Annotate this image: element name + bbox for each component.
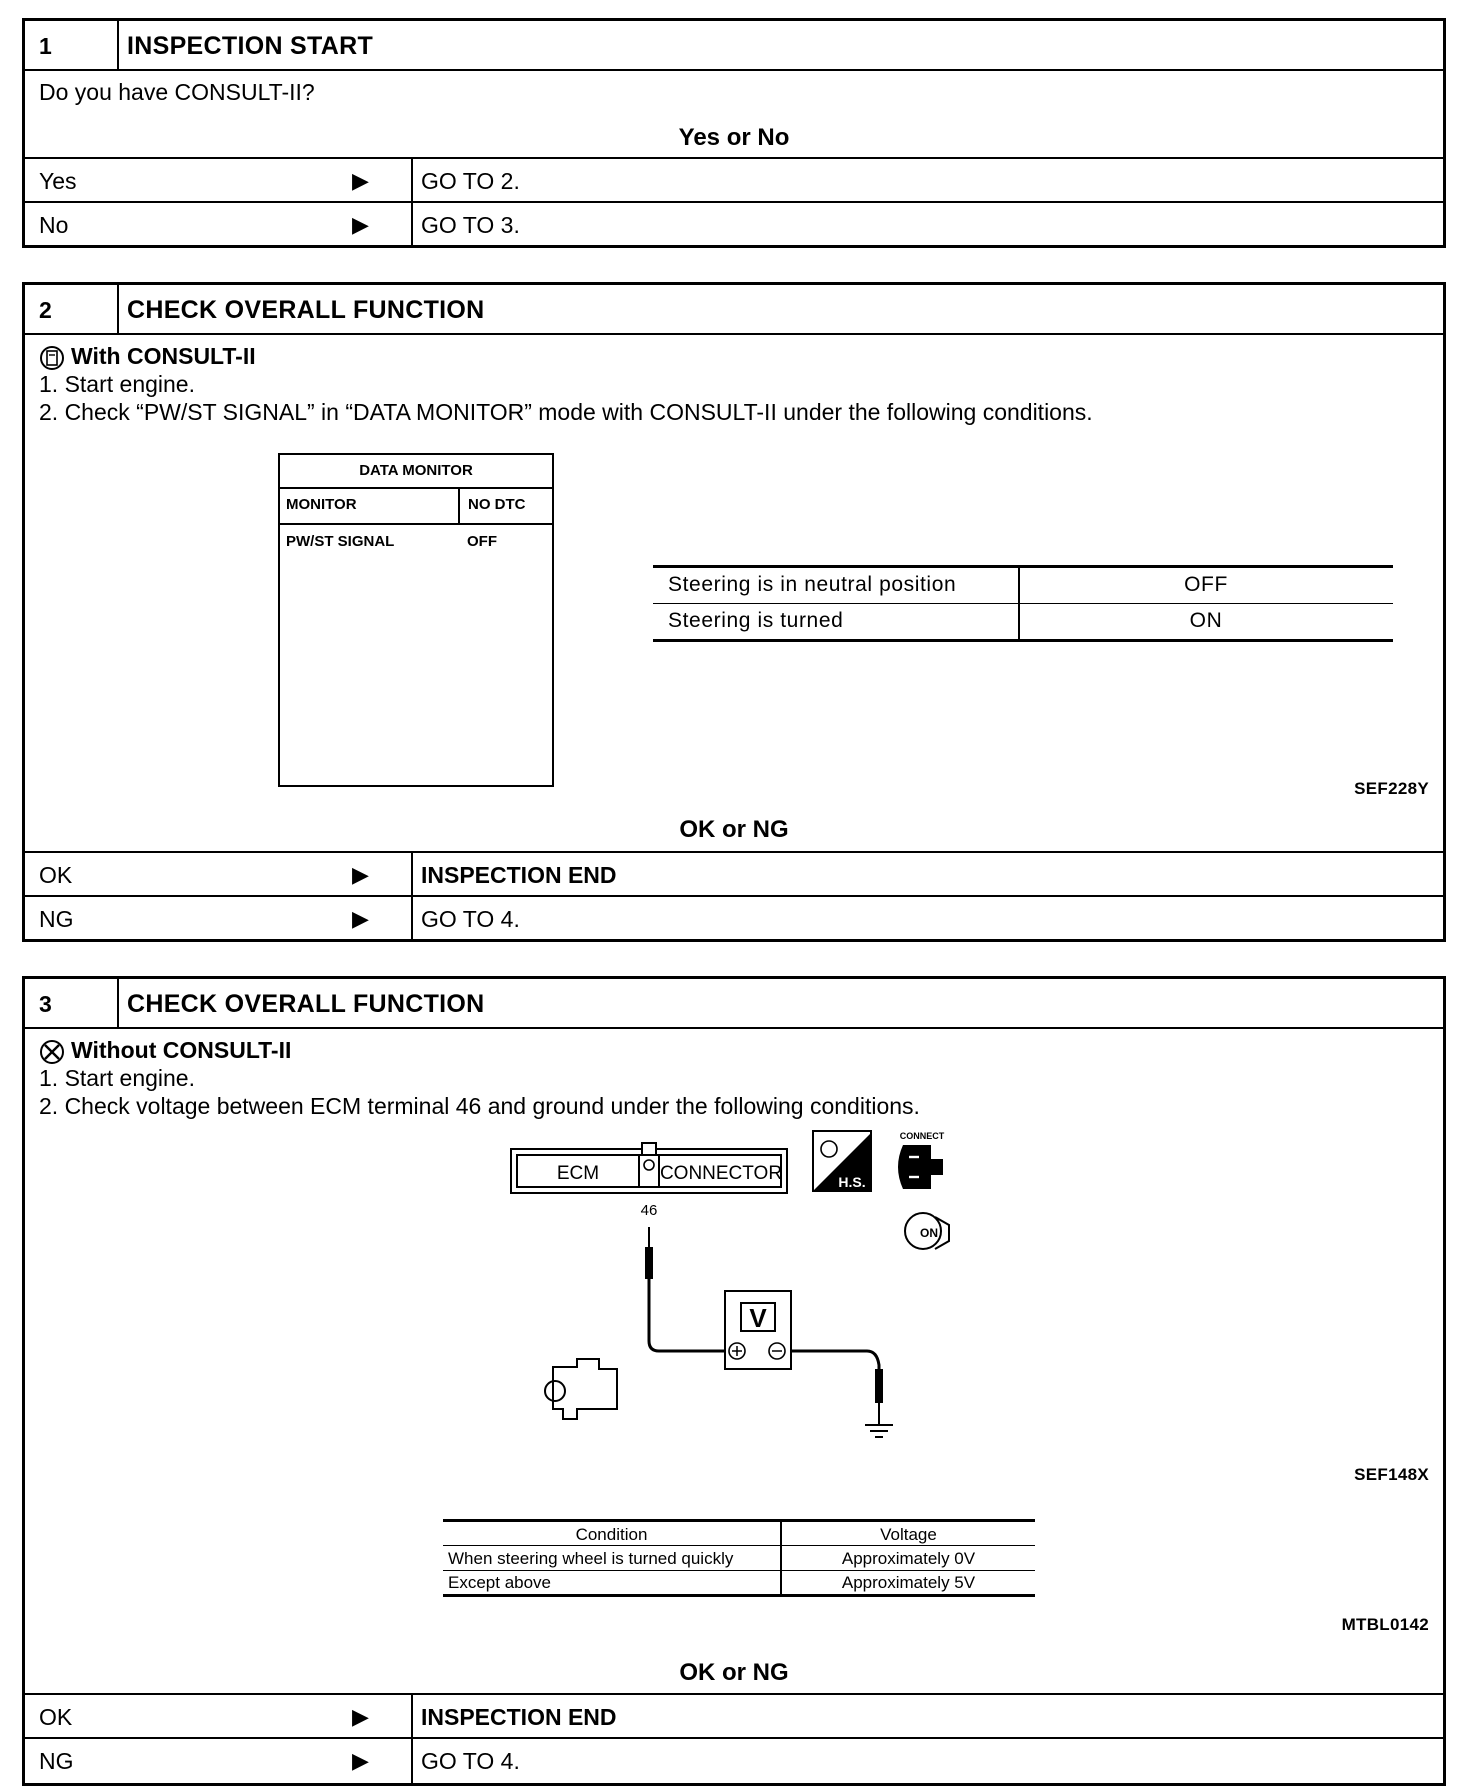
step-title: INSPECTION START [127,32,374,60]
divider [411,159,413,203]
terminal-number: 46 [640,1202,658,1219]
answer-row-ok[interactable] [25,1695,1443,1739]
divider [117,979,119,1027]
answer-row-ng[interactable] [25,1739,1443,1783]
condition-text: Steering is in neutral position [668,573,957,596]
step-3-header [25,979,1443,1029]
data-monitor-title: DATA MONITOR [280,455,552,489]
monitor-item: PW/ST SIGNAL [286,533,395,550]
mode-label: With CONSULT-II [71,343,256,369]
divider [653,565,1393,568]
procedure-step: 2. Check voltage between ECM terminal 46 and ground under the following conditions. [39,1093,920,1119]
mode-label: Without CONSULT-II [71,1037,292,1063]
figure-code: SEF228Y [1354,779,1429,798]
voltage-cell: Approximately 0V [841,1549,976,1568]
answer-row-yes[interactable] [25,159,1443,203]
condition-text: Steering is turned [668,609,844,632]
ecm-label: ECM [556,1163,600,1184]
data-monitor-panel [278,453,554,787]
table-code: MTBL0142 [1341,1615,1429,1634]
divider [458,487,460,523]
ignition-on-icon: ON [920,1226,938,1240]
answer-action: GO TO 3. [421,212,520,238]
answer-action: INSPECTION END [421,862,617,888]
arrow-right-icon: ▶ [352,862,369,887]
answer-action: INSPECTION END [421,1704,617,1730]
arrow-right-icon: ▶ [352,1704,369,1729]
arrow-right-icon: ▶ [352,168,369,193]
choice-label: Yes or No [678,124,790,151]
step-2-header [25,285,1443,335]
consult-ii-icon [39,345,65,371]
condition-value: ON [1189,609,1223,632]
step-title: CHECK OVERALL FUNCTION [127,990,485,1018]
divider [411,897,413,941]
step-number: 2 [39,297,52,323]
answer-action: GO TO 4. [421,906,520,932]
answer-action: GO TO 2. [421,168,520,194]
voltage-check-diagram [25,1129,1445,1449]
divider [443,1545,1035,1546]
arrow-right-icon: ▶ [352,212,369,237]
divider [443,1570,1035,1571]
data-monitor-header-row [280,487,552,525]
divider [653,603,1393,604]
answer-label: Yes [39,168,77,194]
answer-label: NG [39,906,74,932]
step-title: CHECK OVERALL FUNCTION [127,296,485,324]
answer-label: OK [39,1704,73,1730]
divider [653,639,1393,642]
monitor-value: OFF [467,533,497,550]
procedure-step: 2. Check “PW/ST SIGNAL” in “DATA MONITOR” mode with CONSULT-II under the following conditions. [39,399,1093,425]
answer-row-no[interactable] [25,203,1443,247]
answer-label: OK [39,862,73,888]
voltage-cell: Approximately 5V [841,1573,976,1592]
connect-label: CONNECT [899,1131,945,1141]
choice-label: OK or NG [679,1659,789,1686]
step-number: 3 [39,991,52,1017]
divider [443,1519,1035,1522]
answer-row-ng[interactable] [25,897,1443,941]
divider [411,203,413,247]
hs-icon: H.S. [838,1174,866,1190]
no-consult-icon [39,1039,65,1065]
arrow-right-icon: ▶ [352,906,369,931]
condition-cell: Except above [448,1573,552,1592]
condition-value: OFF [1184,573,1228,596]
procedure-step: 1. Start engine. [39,1065,195,1091]
step-3-panel [22,976,1446,1786]
column-header: Voltage [880,1525,937,1544]
answer-label: No [39,212,69,238]
step-1-panel [22,18,1446,248]
step-2-panel [22,282,1446,942]
divider [443,1594,1035,1597]
condition-cell: When steering wheel is turned quickly [448,1549,734,1568]
divider [411,853,413,897]
connector-label: CONNECTOR [659,1163,783,1184]
no-dtc-label: NO DTC [468,496,526,513]
procedure-step: 1. Start engine. [39,371,195,397]
figure-code: SEF148X [1354,1465,1429,1484]
column-header: Condition [575,1525,648,1544]
step-1-header [25,21,1443,71]
answer-label: NG [39,1748,74,1774]
answer-row-ok[interactable] [25,853,1443,897]
divider [117,21,119,69]
divider [411,1695,413,1739]
step-question: Do you have CONSULT-II? [39,79,315,105]
choice-label: OK or NG [679,816,789,843]
voltmeter-icon: V [749,1303,767,1333]
divider [411,1739,413,1783]
monitor-column-label: MONITOR [286,496,357,513]
divider [117,285,119,333]
answer-action: GO TO 4. [421,1748,520,1774]
step-number: 1 [39,33,52,59]
arrow-right-icon: ▶ [352,1748,369,1773]
